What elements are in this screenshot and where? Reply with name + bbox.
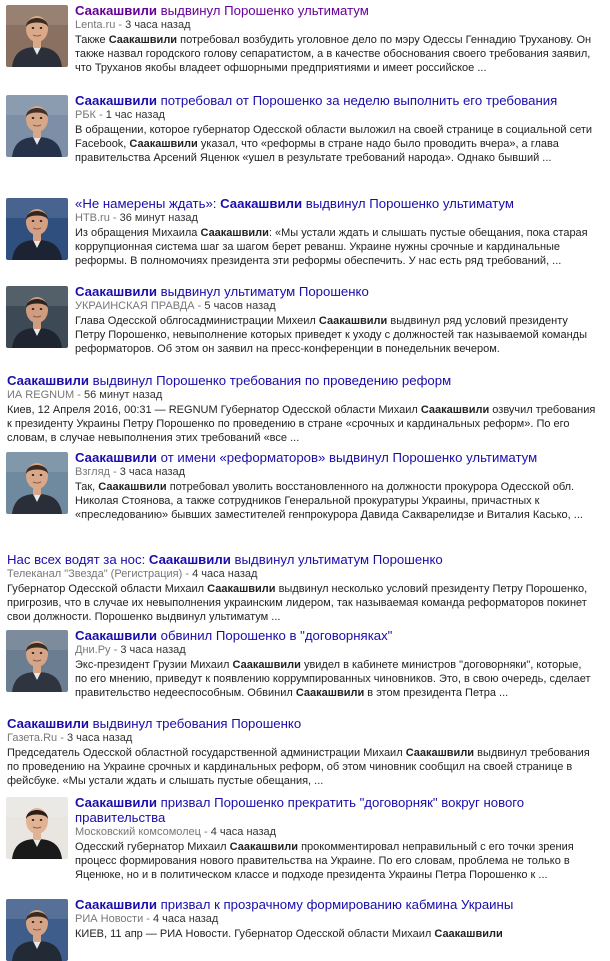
news-item-body: [7, 373, 596, 445]
text-run: выдвинул ультиматум Порошенко: [156, 284, 369, 299]
portrait-image: [6, 452, 68, 514]
highlight-term: Саакашвили: [318, 315, 388, 327]
highlight-term: Саакашвили: [129, 138, 198, 150]
text-run: озвучил требования к президенту Украины Петру Порошенко по проведению в стране «срочных и кардинальных реформ». По его словам, в случае невыполнения этих требований «все ...: [7, 404, 596, 444]
text-run: выдвинул Порошенко ультиматум: [302, 196, 514, 211]
highlight-term: Саакашвили: [295, 687, 365, 699]
headline-link[interactable]: [7, 373, 596, 388]
text-run: потребовал возбудить уголовное дело по мэру Одессы Геннадию Труханову. Он также назвал городского голову сепаратистом, а в качестве обоснования своего требования заявил, что Труханов якобы владеет офшорными предприятиями и имеет российское ...: [75, 34, 592, 74]
text-run: выдвинул Порошенко ультиматум: [156, 3, 369, 18]
source-line: [75, 211, 596, 225]
highlight-term: Саакашвили: [232, 659, 301, 671]
separator: -: [109, 212, 120, 224]
separator: -: [74, 389, 84, 401]
news-item-body: [75, 795, 596, 882]
text-run: выдвинул ряд условий президенту Петру Порошенко, невыполнение которых приведет к уходу с должностей так называемой команды реформаторов. Об этом он заявил на пресс-конференции в понедельник вечером.: [75, 315, 588, 355]
text-run: Экс-президент Грузии Михаил: [75, 659, 233, 671]
highlight-term: Саакашвили: [229, 841, 299, 853]
separator: -: [57, 732, 67, 744]
article-snippet: [7, 746, 596, 788]
headline-link[interactable]: [75, 795, 596, 825]
article-snippet: [75, 840, 596, 882]
highlight-term: Саакашвили: [7, 373, 89, 388]
highlight-term: Саакашвили: [75, 628, 157, 643]
portrait-image: [6, 797, 68, 859]
article-snippet: [7, 403, 596, 445]
headline-link[interactable]: [75, 196, 596, 211]
timestamp: 3 часа назад: [120, 644, 186, 656]
article-thumbnail[interactable]: [6, 899, 68, 961]
source-line: [75, 18, 596, 32]
highlight-term: Саакашвили: [75, 93, 157, 108]
source-name: РИА Новости: [75, 913, 144, 925]
article-thumbnail[interactable]: [6, 286, 68, 348]
article-snippet: [7, 582, 596, 624]
news-item-body: [75, 450, 596, 522]
timestamp: 4 часа назад: [210, 826, 277, 838]
separator: -: [115, 19, 126, 31]
highlight-term: Саакашвили: [75, 450, 157, 465]
portrait-image: [6, 630, 68, 692]
article-snippet: [75, 658, 596, 700]
highlight-term: Саакашвили: [98, 481, 167, 493]
source-name: НТВ.ru: [75, 212, 110, 224]
text-run: увидел в кабинете министров "договорняки", которые, по его мнению, приведут к появлению коррумпированных чиновников. Это, в свою очередь, сделает правительство недееспособным. Обвинил: [75, 659, 591, 699]
timestamp: 3 часа назад: [119, 466, 186, 478]
source-line: [75, 299, 596, 313]
news-item-body: [7, 552, 596, 624]
timestamp: 3 часа назад: [125, 19, 191, 31]
article-snippet: [75, 33, 596, 75]
highlight-term: Саакашвили: [405, 747, 475, 759]
article-thumbnail[interactable]: [6, 452, 68, 514]
source-line: [7, 388, 596, 402]
source-name: Московский комсомолец: [75, 826, 201, 838]
text-run: выдвинул ультиматум Порошенко: [230, 552, 443, 567]
highlight-term: Саакашвили: [434, 928, 503, 940]
text-run: в этом президента Петра ...: [364, 687, 509, 699]
headline-link[interactable]: [75, 450, 596, 465]
source-name: Телеканал "Звезда" (Регистрация): [7, 568, 183, 580]
news-item-body: [7, 716, 596, 788]
text-run: выдвинул требования по проведению на Украине срочных и кардинальных реформ, об этом чиновник сообщил на своей странице в фейсбуке. «Мы устали ждать и слышать пустые обещания, ...: [7, 747, 590, 787]
source-name: Lenta.ru: [75, 19, 116, 31]
source-name: РБК: [75, 109, 96, 121]
separator: -: [110, 644, 121, 656]
text-run: выдвинул Порошенко требования по проведению реформ: [88, 373, 452, 388]
article-thumbnail[interactable]: [6, 797, 68, 859]
source-name: ИА REGNUM: [7, 389, 75, 401]
highlight-term: Саакашвили: [420, 404, 490, 416]
source-name: УКРАИНСКАЯ ПРАВДА: [75, 300, 195, 312]
text-run: призвал к прозрачному формированию кабмина Украины: [156, 897, 514, 912]
text-run: Нас всех водят за нос:: [7, 552, 149, 567]
portrait-image: [6, 899, 68, 961]
text-run: обвинил Порошенко в "договорняках": [156, 628, 393, 643]
article-thumbnail[interactable]: [6, 630, 68, 692]
article-snippet: [75, 480, 596, 522]
text-run: Также: [75, 34, 109, 46]
headline-link[interactable]: [75, 3, 596, 18]
news-item-body: [75, 897, 596, 941]
headline-link[interactable]: [75, 897, 596, 912]
news-item-body: [75, 284, 596, 356]
source-line: [75, 108, 596, 122]
source-line: [75, 643, 596, 657]
source-name: Взгляд: [75, 466, 110, 478]
text-run: Из обращения Михаила: [75, 227, 201, 239]
headline-link[interactable]: [75, 628, 596, 643]
text-run: выдвинул требования Порошенко: [88, 716, 302, 731]
article-snippet: [75, 123, 596, 165]
headline-link[interactable]: [7, 552, 596, 567]
headline-link[interactable]: [75, 284, 596, 299]
article-thumbnail[interactable]: [6, 198, 68, 260]
separator: -: [194, 300, 205, 312]
portrait-image: [6, 5, 68, 67]
text-run: : «Мы устали ждать и слышать пустые обещания, пока старая коррупционная система шаг за шагом берет реванш. Украине нужны срочные и кардинальные реформы. В полномочиях президента эти реформы обеспечить. У нас есть ряд требований, ...: [75, 227, 588, 267]
separator: -: [200, 826, 211, 838]
text-run: Так,: [75, 481, 99, 493]
text-run: призвал Порошенко прекратить "договорняк" вокруг нового правительства: [75, 795, 525, 825]
timestamp: 4 часа назад: [192, 568, 258, 580]
text-run: Председатель Одесской областной государственной администрации Михаил: [7, 747, 406, 759]
text-run: Одесский губернатор Михаил: [75, 841, 230, 853]
timestamp: 5 часов назад: [204, 300, 276, 312]
timestamp: 36 минут назад: [119, 212, 198, 224]
text-run: Глава Одесской облгосадминистрации Михеил: [75, 315, 319, 327]
separator: -: [95, 109, 106, 121]
source-name: Дни.Ру: [75, 644, 111, 656]
portrait-image: [6, 286, 68, 348]
source-line: [75, 465, 596, 479]
article-thumbnail[interactable]: [6, 95, 68, 157]
timestamp: 1 час назад: [105, 109, 165, 121]
text-run: КИЕВ, 11 апр — РИА Новости. Губернатор Одесской области Михаил: [75, 928, 435, 940]
headline-link[interactable]: [75, 93, 596, 108]
highlight-term: Саакашвили: [7, 716, 89, 731]
article-snippet: [75, 314, 596, 356]
highlight-term: Саакашвили: [75, 795, 157, 810]
news-item-body: [75, 628, 596, 700]
news-item-body: [75, 196, 596, 268]
article-snippet: [75, 226, 596, 268]
highlight-term: Саакашвили: [75, 897, 157, 912]
article-thumbnail[interactable]: [6, 5, 68, 67]
separator: -: [143, 913, 153, 925]
highlight-term: Саакашвили: [75, 284, 157, 299]
article-snippet: [75, 927, 596, 941]
source-line: [7, 567, 596, 581]
text-run: прокомментировал неправильный с его точки зрения процесс формирования нового правительства на Украине. По его словам, проблема не только в Яценюке, но и в политическом классе и подходе президента Украины Петра Порошенко к ...: [75, 841, 574, 881]
highlight-term: Саакашвили: [200, 227, 269, 239]
portrait-image: [6, 95, 68, 157]
news-item-body: [75, 93, 596, 165]
text-run: Киев, 12 Апреля 2016, 00:31 — REGNUM Губернатор Одесской области Михаил: [7, 404, 421, 416]
text-run: от имени «реформаторов» выдвинул Порошенко ультиматум: [156, 450, 538, 465]
text-run: В обращении, которое губернатор Одесской области выложил на своей странице в социальной сети Facebook,: [75, 124, 593, 150]
highlight-term: Саакашвили: [108, 34, 178, 46]
highlight-term: Саакашвили: [75, 3, 157, 18]
headline-link[interactable]: [7, 716, 596, 731]
news-item-body: [75, 3, 596, 75]
text-run: Губернатор Одесской области Михаил: [7, 583, 208, 595]
text-run: «Не намерены ждать»:: [75, 196, 221, 211]
separator: -: [109, 466, 120, 478]
source-line: [75, 825, 596, 839]
portrait-image: [6, 198, 68, 260]
source-line: [7, 731, 596, 745]
source-line: [75, 912, 596, 926]
highlight-term: Саакашвили: [207, 583, 276, 595]
highlight-term: Саакашвили: [148, 552, 231, 567]
text-run: потребовал от Порошенко за неделю выполнить его требования: [156, 93, 558, 108]
separator: -: [182, 568, 193, 580]
source-name: Газета.Ru: [7, 732, 58, 744]
highlight-term: Саакашвили: [220, 196, 303, 211]
timestamp: 56 минут назад: [83, 389, 163, 401]
timestamp: 3 часа назад: [66, 732, 133, 744]
text-run: указал, что «реформы в стране надо было проводить вчера», а глава правительства Арсений Яценюк «ушел в результате требований народа». Однако бывший ...: [75, 138, 559, 164]
timestamp: 4 часа назад: [153, 913, 219, 925]
text-run: выдвинул несколько условий президенту Петру Порошенко, пригрозив, что в случае их невыполнения украинским лидером, так называемая команда реформаторов покинет свои должности. Порошенко выдвинул ультиматум ...: [7, 583, 588, 623]
text-run: потребовал уволить восстановленного на должности прокурора Одесской обл. Николая Стоянова, а также сотрудников Генеральной прокуратуры Украины, причастных к «преследованию» бывших заместителей генпрокурора Давида Сакварелидзе и Виталия Касько, ...: [75, 481, 583, 521]
